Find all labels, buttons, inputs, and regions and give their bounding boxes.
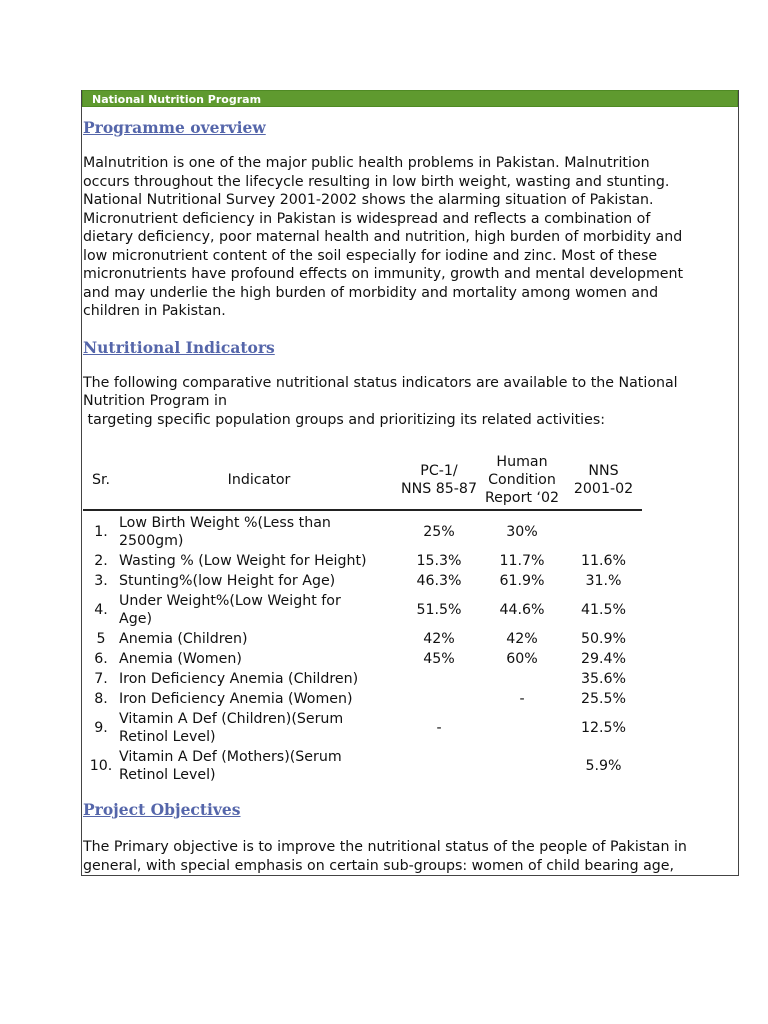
cell-pc1 [399,669,479,689]
indicator-line2: Retinol Level) [119,767,216,783]
text-line: general, with special emphasis on certain sub-groups: women of child bearing age, [83,857,675,874]
indicator-line1: Vitamin A Def (Mothers)(Serum [119,749,342,765]
cell-pc1: 45% [423,651,455,667]
indicators-paragraph [83,374,738,430]
text-line: and may underlie the high burden of morbidity and mortality among women and [83,284,659,301]
cell-sr: 1. [94,524,108,540]
cell-pc1: - [436,720,442,736]
header-hc-line2: Condition [488,471,556,488]
header-pc1-line1: PC-1/ [420,462,458,479]
table-row [83,709,642,747]
cell-nns: 35.6% [580,671,627,687]
text-line: National Nutritional Survey 2001-2002 shows the alarming situation of Pakistan. [83,192,654,208]
objectives-paragraph [83,838,738,875]
table-row [83,649,642,669]
program-banner: National Nutrition Program [82,90,738,107]
header-nns-line1: NNS [588,462,619,479]
cell-nns: 31.% [585,573,622,589]
cell-hc [479,747,565,785]
table-row [83,510,642,551]
text-line: micronutrients have profound effects on immunity, growth and mental development [83,266,684,282]
cell-nns: 29.4% [580,651,627,667]
cell-sr: 10. [89,758,113,774]
header-pc1 [399,450,479,510]
cell-indicator: Anemia (Women) [119,651,242,667]
cell-indicator [119,591,399,629]
indicator-line2: Age) [119,611,152,627]
document-content [82,118,738,875]
indicator-line1: Under Weight%(Low Weight for [119,593,341,609]
cell-indicator: Iron Deficiency Anemia (Women) [119,691,353,707]
document-frame [81,90,739,876]
text-line: The Primary objective is to improve the nutritional status of the people of Pakistan in [83,839,687,855]
table-row [83,669,642,689]
cell-pc1 [399,689,479,709]
cell-hc [479,669,565,689]
cell-nns: 25.5% [580,691,627,707]
cell-indicator [119,510,399,551]
text-line: The following comparative nutritional status indicators are available to the National [83,374,678,391]
project-objectives-heading[interactable]: Project Objectives [83,800,241,819]
text-line: children in Pakistan. [83,303,226,319]
header-hc-line1: Human [496,453,548,470]
cell-hc: 42% [506,631,538,647]
cell-indicator: Anemia (Children) [119,631,248,647]
cell-pc1: 15.3% [416,553,462,569]
table-row [83,629,642,649]
cell-hc [479,709,565,747]
cell-pc1: 51.5% [416,602,462,618]
overview-paragraph [83,154,738,321]
cell-sr: 6. [94,651,108,667]
cell-nns: 11.6% [580,553,627,569]
cell-nns: 50.9% [580,631,627,647]
cell-sr: 7. [94,671,108,687]
text-line: Nutrition Program in [83,393,227,409]
cell-indicator: Iron Deficiency Anemia (Children) [119,671,359,687]
text-line: Micronutrient deficiency in Pakistan is widespread and reflects a combination of [83,210,651,227]
cell-indicator [119,747,399,785]
cell-pc1: 42% [423,631,455,647]
cell-sr: 9. [94,720,108,736]
cell-sr: 3. [94,573,108,589]
text-line: targeting specific population groups and prioritizing its related activities: [83,411,605,428]
table-row [83,689,642,709]
cell-hc: 11.7% [499,553,545,569]
indicator-line2: Retinol Level) [119,729,216,745]
cell-sr: 2. [94,553,108,569]
cell-hc: - [519,691,525,707]
text-line: low micronutrient content of the soil especially for iodine and zinc. Most of these [83,247,658,264]
cell-nns: 5.9% [585,758,622,774]
table-row [83,591,642,629]
header-hc-line3: Report ‘02 [484,489,560,506]
cell-indicator [119,709,399,747]
table-header-row [83,450,642,510]
header-pc1-line2: NNS 85-87 [401,480,477,497]
cell-sr: 4. [94,602,108,618]
cell-indicator: Stunting%(low Height for Age) [119,573,336,589]
header-indicator: Indicator [119,450,399,510]
header-sr: Sr. [83,450,119,510]
table-row [83,551,642,571]
header-human-condition [479,450,565,510]
text-line: dietary deficiency, poor maternal health and nutrition, high burden of morbidity and [83,229,683,245]
cell-nns: 41.5% [580,602,627,618]
cell-sr: 5 [96,631,106,647]
header-nns-line2: 2001-02 [573,480,634,497]
cell-sr: 8. [94,691,108,707]
cell-nns [565,510,642,551]
cell-hc: 60% [506,651,538,667]
cell-hc: 30% [506,524,538,540]
indicator-line2: 2500gm) [119,533,184,549]
programme-overview-heading[interactable]: Programme overview [83,118,266,137]
indicator-line1: Low Birth Weight %(Less than [119,515,331,531]
nutritional-indicators-heading[interactable]: Nutritional Indicators [83,337,275,357]
cell-hc: 61.9% [499,573,545,589]
text-line: Malnutrition is one of the major public health problems in Pakistan. Malnutrition [83,155,650,171]
text-line: occurs throughout the lifecycle resulting in low birth weight, wasting and stunting. [83,173,670,190]
cell-nns: 12.5% [580,720,627,736]
cell-pc1: 46.3% [416,573,462,589]
table-row [83,747,642,785]
indicator-line1: Vitamin A Def (Children)(Serum [119,711,344,727]
cell-hc: 44.6% [499,602,545,618]
header-nns [565,450,642,510]
cell-indicator: Wasting % (Low Weight for Height) [119,553,367,569]
table-row [83,571,642,591]
cell-pc1: 25% [423,524,455,540]
indicators-table [83,450,642,785]
cell-pc1 [399,747,479,785]
